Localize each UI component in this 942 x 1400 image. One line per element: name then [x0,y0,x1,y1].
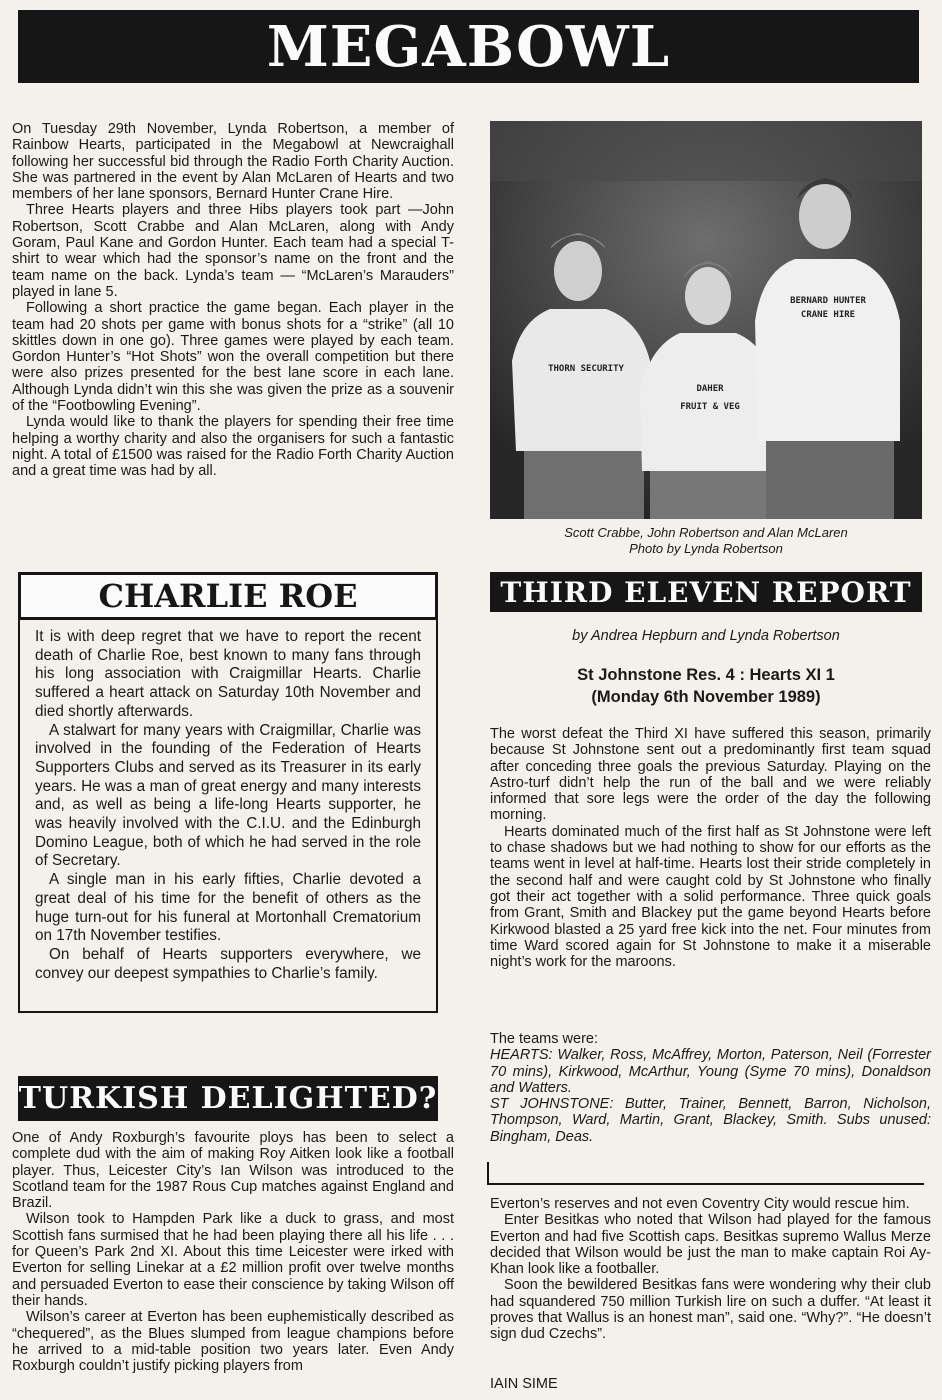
third-eleven-byline: by Andrea Hepburn and Lynda Robertson [572,628,840,644]
shirt-text-middle-2: FRUIT & VEG [680,402,740,412]
turkish-paragraph: Wilson took to Hampden Park like a duck to grass, and most Scottish fans surmised that he had been playing there all his life . . . for Queen’s Park 2nd XI. About this time Leicester were irked with Everton for selling Linekar at a £2 million profit over twelve months and persuaded Everton to ease their conscience by taking Wilson off their hands. [12,1211,454,1309]
team-lineups [490,1031,931,1145]
turkish-title-banner [18,1076,438,1121]
shirt-text-middle-1: DAHER [696,384,724,394]
shirt-text-right-1: BERNARD HUNTER [790,296,866,306]
megabowl-paragraph: On Tuesday 29th November, Lynda Robertson, a member of Rainbow Hearts, participated in the Megabowl at Newcraighall following her successful bid through the Radio Forth Charity Auction. She was partnered in the event by Alan McLaren of Hearts and two members of her lane sponsors, Bernard Hunter Crane Hire. [12,121,454,203]
third-eleven-title-banner [490,572,922,612]
turkish-paragraph: Soon the bewildered Besitkas fans were wondering why their club had squandered 750 million Turkish lire on such a duffer. “At least it proves that Wallus is an honest man”, said one. “Why?”. “He doesn’t sign dud Czechs”. [490,1277,931,1343]
teams-intro: The teams were: [490,1031,598,1047]
megabowl-paragraph: Lynda would like to thank the players for spending their free time helping a worthy charity and also the organisers for such a fantastic night. A total of £1500 was raised for the Radio Forth Charity Auction and a great time was had by all. [12,414,454,480]
turkish-author: IAIN SIME [490,1376,558,1392]
megabowl-title-banner [18,10,919,83]
charlie-roe-title-banner [18,572,438,620]
turkish-article-right [490,1196,931,1343]
match-score: St Johnstone Res. 4 : Hearts XI 1 [577,666,835,684]
photo-caption-credit: Photo by Lynda Robertson [629,541,783,556]
megabowl-paragraph: Following a short practice the game began. Each player in the team had 20 shots per game with bonus shots for a “strike” (all 10 skittles down in one go). Three games were played by each team. Gordon Hunter’s “Hot Shots” won the overall competition but there were also prizes presented for the best lane score in each lane. Although Lynda didn’t win this she was given the prize as a souvenir of the “Footbowling Evening”. [12,300,454,415]
st-johnstone-lineup: ST JOHNSTONE: Butter, Trainer, Bennett, Barron, Nicholson, Thompson, Ward, Martin, Grant, Blackey, Smith. Subs unused: Bingham, Deas. [490,1096,931,1145]
turkish-paragraph: One of Andy Roxburgh’s favourite ploys has been to select a complete dud with the aim of making Roy Aitken look like a football player. Thus, Leicester City’s Ian Wilson was introduced to the Scotland team for the 1987 Rous Cup matches against England and Brazil. [12,1130,454,1212]
photo-caption-names: Scott Crabbe, John Robertson and Alan McLaren [564,525,848,540]
section-divider-vertical [487,1162,489,1185]
megabowl-article [12,121,454,480]
turkish-paragraph: Everton’s reserves and not even Coventry City would rescue him. [490,1196,910,1212]
third-eleven-article [490,726,931,970]
turkish-paragraph: Wilson’s career at Everton has been euphemistically described as “chequered”, as the Blues slumped from league champions before he arrived to a mid-table position two years later. Even Andy Roxburgh couldn’t justify picking players from [12,1309,454,1375]
turkish-article-left [12,1130,454,1374]
charlie-paragraph: On behalf of Hearts supporters everywhere, we convey our deepest sympathies to Charlie’s family. [35,945,421,982]
turkish-title: TURKISH DELIGHTED? [18,1081,438,1116]
third-eleven-title: THIRD ELEVEN REPORT [500,575,912,609]
match-result [490,664,922,708]
charlie-paragraph: A stalwart for many years with Craigmillar, Charlie was involved in the founding of the Federation of Hearts Supporters Clubs and served as its Treasurer in its early years. He was a man of great energy and many interests and, as well as being a life-long Hearts supporter, he was heavily involved with the C.I.U. and the Edinburgh Domino League, both of which he had served in the role of Secretary. [35,721,421,870]
charlie-paragraph: It is with deep regret that we have to report the recent death of Charlie Roe, best known to many fans through his long association with Craigmillar Hearts. Charlie suffered a heart attack on Saturday 10th November and died shortly afterwards. [35,628,421,720]
megabowl-photo [490,121,922,519]
hearts-lineup: HEARTS: Walker, Ross, McAffrey, Morton, Paterson, Neil (Forrester 70 mins), Kirkwood, McArthur, Young (Syme 70 mins), Donaldson and Watters. [490,1047,931,1096]
shirt-text-left: THORN SECURITY [548,364,624,374]
shirt-text-right-2: CRANE HIRE [800,310,856,320]
megabowl-paragraph: Three Hearts players and three Hibs players took part —John Robertson, Scott Crabbe and Alan McLaren, along with Andy Goram, Paul Kane and Gordon Hunter. Each team had a special T-shirt to wear which had the sponsor’s name on the front and the team name on the back. Lynda’s team — “McLaren’s Marauders” played in lane 5. [12,202,454,300]
third-paragraph: The worst defeat the Third XI have suffered this season, primarily because St Johnstone sent out a predominantly first team squad after conceding three goals the previous Saturday. Playing on the Astro-turf didn’t help the run of the ball and we were reliably informed that sore legs were the order of the day the following morning. [490,726,931,824]
charlie-roe-article [18,618,438,1013]
charlie-paragraph: A single man in his early fifties, Charlie devoted a great deal of his time for the benefit of others as the huge turn-out for his funeral at Mortonhall Crematorium on 17th November testifies. [35,871,421,945]
charlie-roe-title: CHARLIE ROE [98,577,358,615]
turkish-paragraph: Enter Besitkas who noted that Wilson had played for the famous Everton and had five Scottish caps. Besitkas supremo Wallus Merze decided that Wilson would be just the man to make captain Roi Ay-Khan look like a footballer. [490,1212,931,1278]
photo-caption [490,525,922,557]
third-paragraph: Hearts dominated much of the first half as St Johnstone were left to chase shadows but we had nothing to show for our efforts as the teams went in level at half-time. Hearts lost their stride completely in the second half and were caught cold by St Johnstone who finally got their act together with a solid performance. Three quick goals from Grant, Smith and Blackey put the game beyond Hearts before Kirkwood blasted a 25 yard free kick into the net. Four minutes from time Ward scored again for St Johnstone to make it a miserable night’s work for the maroons. [490,823,931,971]
match-date: (Monday 6th November 1989) [591,688,821,706]
megabowl-title: MEGABOWL [266,13,671,80]
players-photo-illustration [490,121,922,519]
section-divider-horizontal [487,1183,924,1185]
